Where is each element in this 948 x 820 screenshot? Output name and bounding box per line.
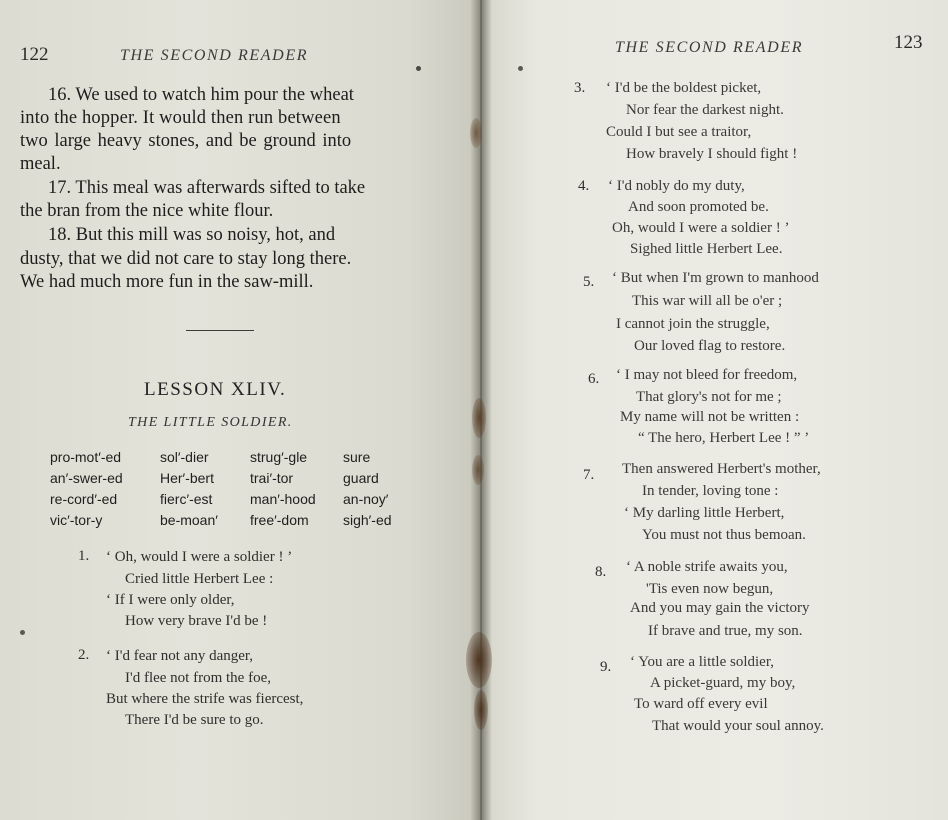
spelling-word: vic′-tor-y	[50, 512, 103, 528]
stanza-number: 5.	[583, 274, 595, 290]
verse-line: ‘ Oh, would I were a soldier ! ’	[106, 549, 293, 565]
age-stain	[472, 398, 486, 438]
spelling-word: pro-mot′-ed	[50, 449, 122, 465]
verse-line: That glory's not for me ;	[636, 389, 782, 405]
verse-line: Sighed little Herbert Lee.	[630, 241, 783, 257]
verse-line: ‘ My darling little Herbert,	[624, 505, 785, 521]
verse-line: That would your soul annoy.	[652, 718, 824, 734]
verse-line: A picket-guard, my boy,	[650, 675, 796, 691]
spelling-word: fierc′-est	[160, 491, 213, 507]
spelling-word: re-cord′-ed	[50, 491, 118, 507]
verse-line: ‘ If I were only older,	[106, 592, 235, 608]
stanza-number: 7.	[583, 467, 595, 483]
section-divider	[186, 330, 254, 331]
age-stain	[470, 118, 482, 148]
spelling-word: sure	[343, 449, 371, 465]
verse-line: ‘ I'd be the boldest picket,	[606, 80, 762, 96]
right-page	[482, 0, 948, 820]
ink-speck	[416, 66, 421, 71]
verse-line: But where the strife was fiercest,	[106, 691, 304, 707]
verse-line: I'd flee not from the foe,	[125, 670, 271, 686]
stanza-number: 1.	[78, 548, 90, 564]
text-line: 17. This meal was afterwards sifted to take	[48, 178, 366, 198]
age-stain	[466, 632, 492, 688]
text-line: 18. But this mill was so noisy, hot, and	[48, 225, 336, 245]
spelling-word: be-moan′	[160, 512, 218, 528]
verse-line: Could I but see a traitor,	[606, 124, 752, 140]
verse-line: You must not thus bemoan.	[642, 527, 806, 543]
stanza-number: 3.	[574, 80, 586, 96]
verse-line: ‘ You are a little soldier,	[630, 654, 774, 670]
text-line: two large heavy stones, and be ground into	[20, 131, 352, 151]
lesson-subtitle: THE LITTLE SOLDIER.	[128, 415, 293, 430]
stanza-number: 2.	[78, 647, 90, 663]
verse-line: And soon promoted be.	[628, 199, 769, 215]
verse-line: ‘ I'd nobly do my duty,	[608, 178, 745, 194]
spelling-word: an′-swer-ed	[50, 470, 123, 486]
verse-line: ‘ I'd fear not any danger,	[106, 648, 254, 664]
verse-line: 'Tis even now begun,	[646, 581, 774, 597]
stanza-number: 6.	[588, 371, 600, 387]
verse-line: If brave and true, my son.	[648, 623, 803, 639]
spelling-word: sol′-dier	[160, 449, 209, 465]
spelling-word: trai′-tor	[250, 470, 294, 486]
verse-line: I cannot join the struggle,	[616, 316, 770, 332]
running-head: THE SECOND READER	[120, 47, 309, 64]
verse-line: Nor fear the darkest night.	[626, 102, 784, 118]
text-line: into the hopper. It would then run between	[20, 108, 341, 128]
spelling-word: guard	[343, 470, 379, 486]
verse-line: “ The hero, Herbert Lee ! ” ’	[638, 430, 810, 446]
spelling-word: free′-dom	[250, 512, 309, 528]
verse-line: And you may gain the victory	[630, 600, 810, 616]
stanza-number: 4.	[578, 178, 590, 194]
verse-line: How very brave I'd be !	[125, 613, 268, 629]
spelling-word: man′-hood	[250, 491, 316, 507]
running-head: THE SECOND READER	[615, 39, 804, 56]
verse-line: This war will all be o'er ;	[632, 293, 783, 309]
verse-line: ‘ A noble strife awaits you,	[626, 559, 788, 575]
age-stain	[472, 455, 484, 485]
stanza-number: 8.	[595, 564, 607, 580]
spelling-word: Her′-bert	[160, 470, 214, 486]
spelling-word: strug′-gle	[250, 449, 308, 465]
age-stain	[474, 690, 488, 730]
verse-line: Our loved flag to restore.	[634, 338, 786, 354]
spelling-word: an-noy′	[343, 491, 389, 507]
ink-speck	[20, 630, 25, 635]
verse-line: My name will not be written :	[620, 409, 800, 425]
verse-line: ‘ I may not bleed for freedom,	[616, 367, 798, 383]
verse-line: Then answered Herbert's mother,	[622, 461, 821, 477]
verse-line: ‘ But when I'm grown to manhood	[612, 270, 819, 286]
text-line: We had much more fun in the saw-mill.	[20, 272, 314, 292]
page-number: 122	[20, 44, 49, 65]
text-line: the bran from the nice white flour.	[20, 201, 274, 221]
verse-line: Oh, would I were a soldier ! ’	[612, 220, 790, 236]
verse-line: There I'd be sure to go.	[125, 712, 264, 728]
text-line: 16. We used to watch him pour the wheat	[48, 85, 354, 105]
ink-speck	[518, 66, 523, 71]
verse-line: To ward off every evil	[634, 696, 768, 712]
text-line: dusty, that we did not care to stay long there.	[20, 249, 352, 269]
text-line: meal.	[20, 154, 61, 174]
page-number: 123	[894, 32, 923, 53]
lesson-title: LESSON XLIV.	[144, 379, 287, 400]
verse-line: In tender, loving tone :	[642, 483, 779, 499]
verse-line: How bravely I should fight !	[626, 146, 798, 162]
spelling-word: sigh′-ed	[343, 512, 392, 528]
stanza-number: 9.	[600, 659, 612, 675]
verse-line: Cried little Herbert Lee :	[125, 571, 274, 587]
